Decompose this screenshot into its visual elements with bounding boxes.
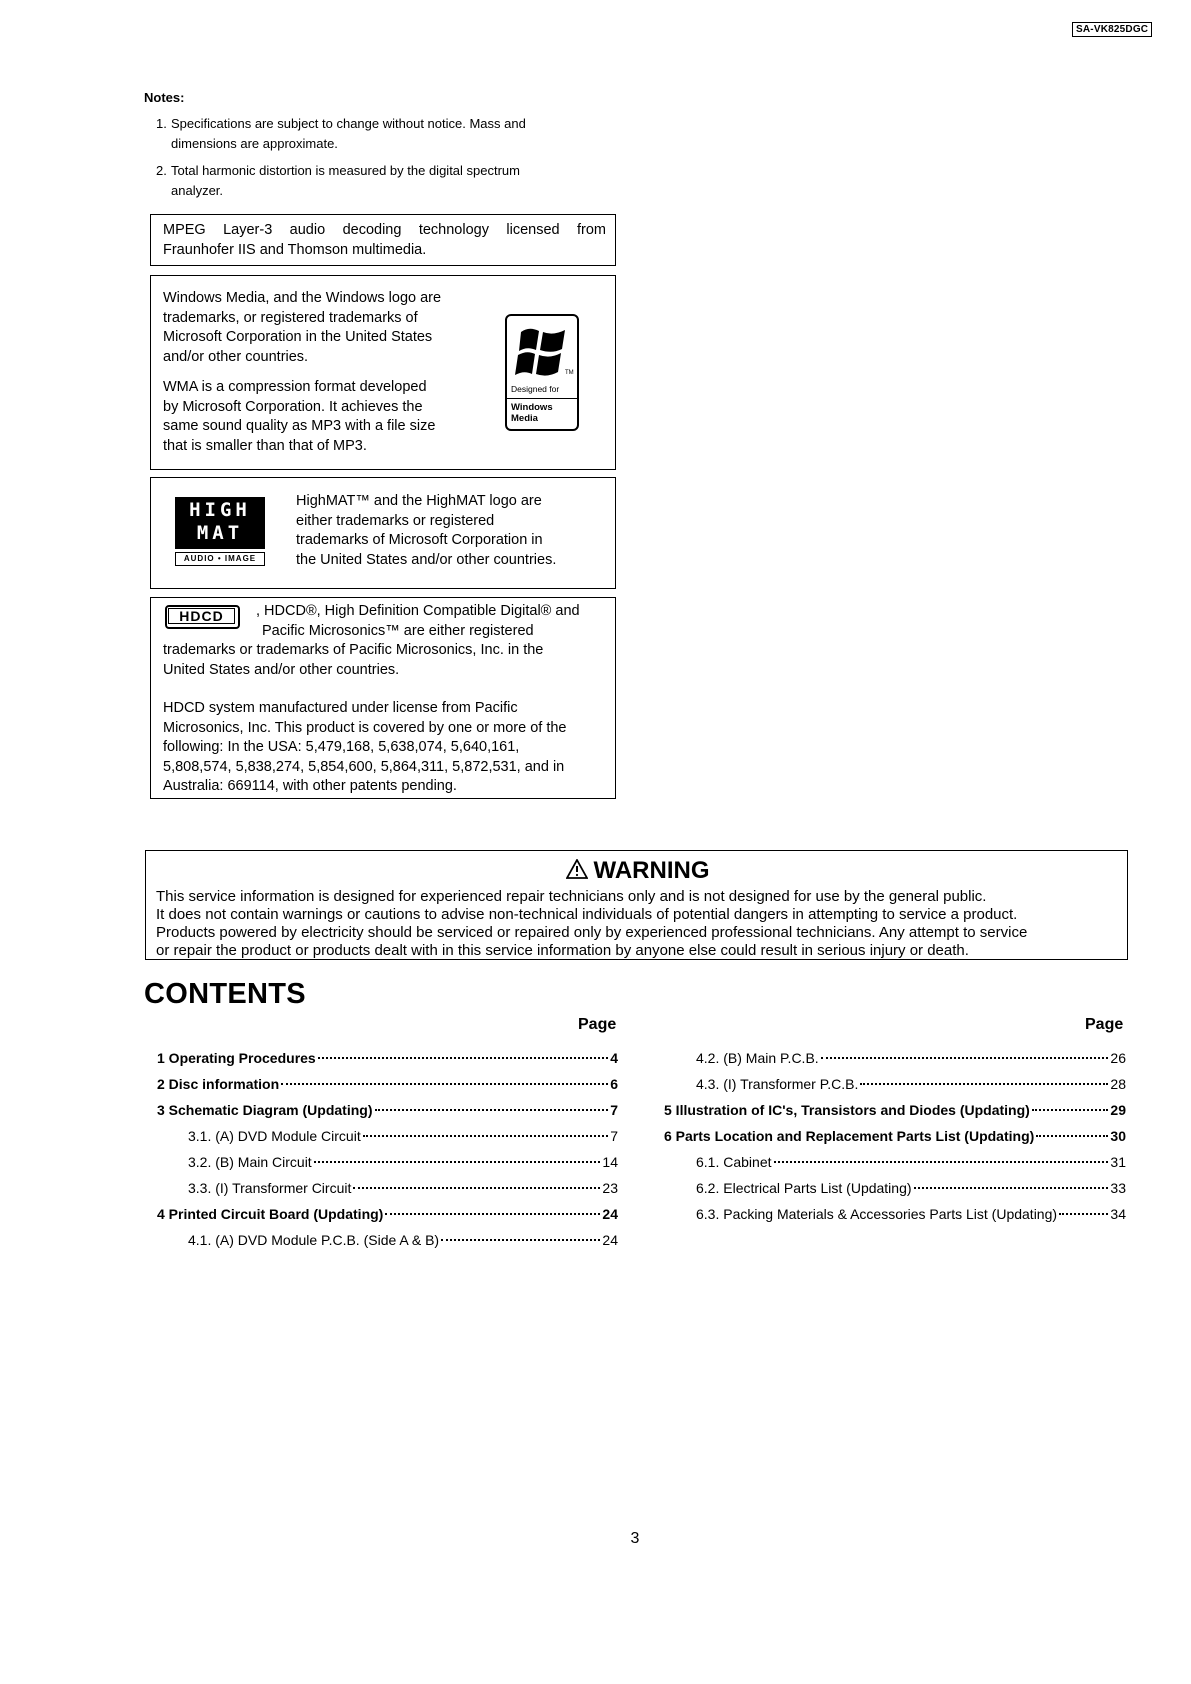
highmat-line: either trademarks or registered [296,512,495,529]
model-tag: SA-VK825DGC [1072,22,1152,37]
note-line: dimensions are approximate. [171,136,338,151]
note-text [171,114,596,154]
toc-page: 33 [1110,1180,1126,1196]
hdcd-line: Pacific Microsonics™ are either registered [262,622,534,639]
warning-line: Products powered by electricity should be serviced or repaired only by experienced professional technicians. Any attempt to service [156,924,1028,941]
toc-page: 26 [1110,1050,1126,1066]
toc-label: 6.3. Packing Materials & Accessories Parts List (Updating) [696,1206,1058,1222]
toc-label: 5 Illustration of IC's, Transistors and Diodes (Updating) [664,1102,1030,1118]
warning-line: This service information is designed for experienced repair technicians only and is not designed for use by the general public. [156,888,987,905]
warning-box [145,850,1128,960]
wma-line: same sound quality as MP3 with a file size [163,418,436,434]
toc-label: 4.2. (B) Main P.C.B. [696,1050,819,1066]
mpeg-line: MPEG Layer-3 audio decoding technology licensed from [163,222,606,238]
hdcd-line: following: In the USA: 5,479,168, 5,638,074, 5,640,161, [163,739,520,755]
toc-entry[interactable] [696,1204,1126,1224]
hdcd-line: Microsonics, Inc. This product is covered by one or more of the [163,719,567,736]
toc-page: 14 [602,1154,618,1170]
toc-page: 7 [610,1102,618,1118]
toc-entry[interactable] [157,1048,618,1068]
toc-label: 1 Operating Procedures [157,1050,316,1066]
warning-line: It does not contain warnings or cautions to advise non-technical individuals of potential dangers in attempting to service a product. [156,906,1018,923]
logo-windows-media [511,402,553,424]
toc-page: 24 [602,1206,618,1222]
wma-line: and/or other countries. [163,348,309,365]
toc-entry[interactable] [157,1100,618,1120]
page-number: 3 [630,1530,640,1547]
windows-media-text [163,289,468,456]
warning-line: or repair the product or products dealt with in this service information by anyone else could result in serious injury or death. [156,942,969,959]
toc-entry[interactable] [664,1126,1126,1146]
toc-page: 30 [1110,1128,1126,1144]
hdcd-line: , HDCD®, High Definition Compatible Digital® and [256,603,580,619]
toc-page: 7 [610,1128,618,1144]
highmat-line: HighMAT™ and the HighMAT logo are [296,493,542,509]
toc-entry[interactable] [696,1048,1126,1068]
toc-entry[interactable] [188,1230,618,1250]
hdcd-text-body [163,641,608,797]
toc-page: 24 [602,1232,618,1248]
logo-tm: TM [565,370,574,376]
hdcd-line: trademarks or trademarks of Pacific Microsonics, Inc. in the [163,642,544,658]
toc-label: 3.2. (B) Main Circuit [188,1154,312,1170]
mpeg-license-box [150,214,616,266]
toc-page: 4 [610,1050,618,1066]
highmat-text [296,492,606,570]
contents-title: CONTENTS [144,978,306,1010]
highmat-logo-line2: MAT [196,522,244,544]
note-line: Total harmonic distortion is measured by the digital spectrum [171,163,520,178]
logo-media: Media [511,413,538,424]
toc-entry[interactable] [188,1152,618,1172]
logo-designed-for: Designed for [511,384,560,394]
logo-windows: Windows [511,402,553,413]
toc-entry[interactable] [188,1178,618,1198]
wma-line: WMA is a compression format developed [163,379,427,395]
toc-entry[interactable] [157,1204,618,1224]
note-line: Specifications are subject to change without notice. Mass and [171,116,526,131]
note-line: analyzer. [171,183,224,198]
hdcd-line: Australia: 669114, with other patents pending. [163,778,457,794]
windows-media-logo [505,314,579,431]
toc-label: 3.3. (I) Transformer Circuit [188,1180,352,1196]
wma-line: Microsoft Corporation in the United States [163,329,433,345]
toc-page: 29 [1110,1102,1126,1118]
hdcd-text-top [256,602,596,641]
page-column-header-left: Page [578,1016,617,1033]
warning-triangle-icon [566,859,588,879]
note-item [156,114,596,154]
wma-line: by Microsoft Corporation. It achieves the [163,398,423,415]
toc-label: 4.3. (I) Transformer P.C.B. [696,1076,859,1092]
hdcd-line: HDCD system manufactured under license from Pacific [163,700,518,716]
note-item [156,161,596,201]
hdcd-logo [165,605,242,631]
toc-entry[interactable] [664,1100,1126,1120]
toc-entry[interactable] [696,1074,1126,1094]
note-text [171,161,596,201]
toc-entry[interactable] [157,1074,618,1094]
toc-page: 23 [602,1180,618,1196]
warning-body [156,888,1121,960]
toc-page: 28 [1110,1076,1126,1092]
toc-label: 4 Printed Circuit Board (Updating) [157,1206,384,1222]
toc-label: 6.1. Cabinet [696,1154,772,1170]
highmat-logo-line3: AUDIO • IMAGE [175,552,265,566]
windows-flag-icon [515,322,571,380]
toc-page: 6 [610,1076,618,1092]
highmat-line: the United States and/or other countries. [296,551,557,568]
toc-label: 6.2. Electrical Parts List (Updating) [696,1180,912,1196]
mpeg-line: Fraunhofer IIS and Thomson multimedia. [163,241,427,258]
hdcd-line: 5,808,574, 5,838,274, 5,854,600, 5,864,311, 5,872,531, and in [163,758,565,775]
wma-line: that is smaller than that of MP3. [163,437,367,454]
page-column-header-right: Page [1085,1016,1124,1033]
toc-page: 31 [1110,1154,1126,1170]
highmat-line: trademarks of Microsoft Corporation in [296,532,543,548]
note-number: 1. [156,116,167,131]
highmat-logo-line1: HIGH [189,499,251,521]
toc-label: 4.1. (A) DVD Module P.C.B. (Side A & B) [188,1232,440,1248]
toc-label: 6 Parts Location and Replacement Parts List (Updating) [664,1128,1035,1144]
mpeg-license-text [163,221,606,260]
wma-line: Windows Media, and the Windows logo are [163,290,442,306]
warning-title [146,857,1129,885]
highmat-logo [175,497,265,566]
wma-line: trademarks, or registered trademarks of [163,309,418,326]
hdcd-line: United States and/or other countries. [163,661,400,678]
toc-label: 2 Disc information [157,1076,280,1092]
hdcd-logo-text: HDCD [168,608,235,624]
note-number: 2. [156,163,167,178]
toc-entry[interactable] [188,1126,618,1146]
toc-entry[interactable] [696,1152,1126,1172]
toc-label: 3 Schematic Diagram (Updating) [157,1102,373,1118]
toc-label: 3.1. (A) DVD Module Circuit [188,1128,361,1144]
toc-entry[interactable] [696,1178,1126,1198]
notes-title: Notes: [144,90,185,105]
toc-page: 34 [1110,1206,1126,1222]
warning-title-text: WARNING [593,857,710,884]
